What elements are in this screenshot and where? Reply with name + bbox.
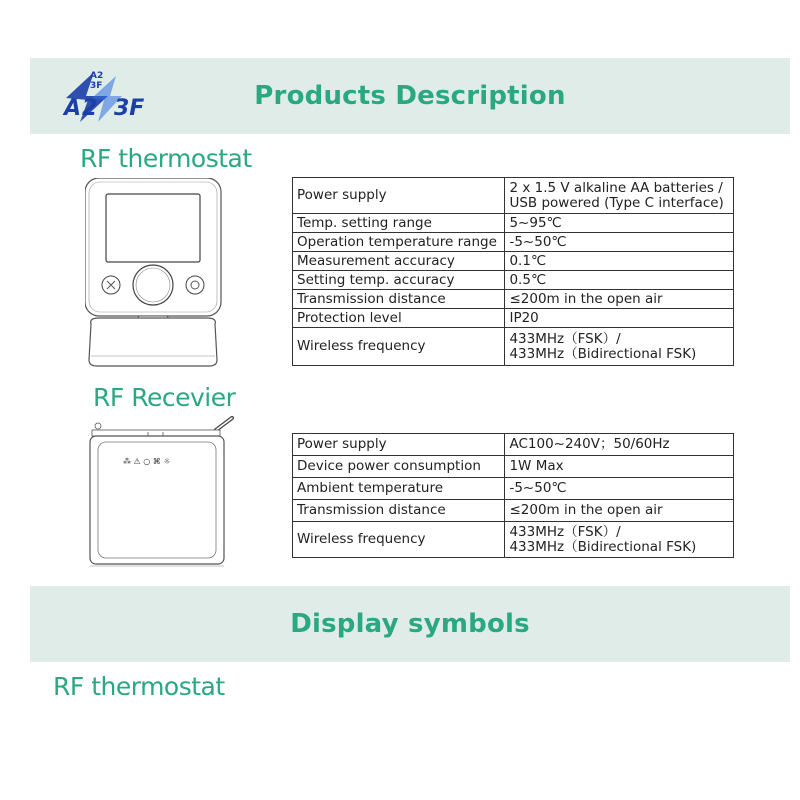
table-row xyxy=(293,271,734,290)
spec-value: 2 x 1.5 V alkaline AA batteries / USB powered (Type C interface) xyxy=(505,178,734,214)
table-row xyxy=(293,522,734,558)
spec-value: 433MHz（FSK）/ 433MHz（Bidirectional FSK) xyxy=(505,522,734,558)
logo-small-top: A2 xyxy=(90,71,104,81)
table-row xyxy=(293,456,734,478)
table-row xyxy=(293,434,734,456)
table-row xyxy=(293,178,734,214)
thermostat-device-image xyxy=(85,178,225,368)
svg-text:⁂ ⚠ ○ ⌘ ☼: ⁂ ⚠ ○ ⌘ ☼ xyxy=(123,457,171,466)
spec-value: -5~50℃ xyxy=(505,233,734,252)
page-title: Products Description xyxy=(254,81,566,111)
spec-value: ≤200m in the open air xyxy=(505,290,734,309)
spec-key: Wireless frequency xyxy=(293,328,505,366)
spec-key: Transmission distance xyxy=(293,290,505,309)
brand-logo xyxy=(62,68,152,124)
spec-key: Wireless frequency xyxy=(293,522,505,558)
spec-value: ≤200m in the open air xyxy=(505,500,734,522)
logo-text-right: 3F xyxy=(114,96,145,121)
spec-key: Temp. setting range xyxy=(293,214,505,233)
spec-key: Power supply xyxy=(293,178,505,214)
spec-key: Transmission distance xyxy=(293,500,505,522)
table-row xyxy=(293,478,734,500)
logo-text-left: A2 xyxy=(64,96,99,121)
spec-key: Ambient temperature xyxy=(293,478,505,500)
spec-key: Measurement accuracy xyxy=(293,252,505,271)
display-symbols-title: Display symbols xyxy=(290,609,530,639)
spec-key: Device power consumption xyxy=(293,456,505,478)
spec-value: IP20 xyxy=(505,309,734,328)
display-symbols-band xyxy=(30,586,790,662)
spec-value: 0.1℃ xyxy=(505,252,734,271)
table-row xyxy=(293,252,734,271)
spec-value: -5~50℃ xyxy=(505,478,734,500)
logo-small-bottom: 3F xyxy=(90,81,103,91)
table-row xyxy=(293,214,734,233)
table-row xyxy=(293,233,734,252)
table-row xyxy=(293,328,734,366)
spec-value: 433MHz（FSK）/ 433MHz（Bidirectional FSK) xyxy=(505,328,734,366)
spec-key: Setting temp. accuracy xyxy=(293,271,505,290)
display-thermostat-label: RF thermostat xyxy=(53,672,225,701)
receiver-device-image xyxy=(88,416,238,576)
thermostat-spec-table xyxy=(292,177,734,366)
table-row xyxy=(293,309,734,328)
spec-value: 0.5℃ xyxy=(505,271,734,290)
spec-key: Protection level xyxy=(293,309,505,328)
spec-key: Operation temperature range xyxy=(293,233,505,252)
receiver-spec-table xyxy=(292,433,734,558)
spec-value: 5~95℃ xyxy=(505,214,734,233)
table-row xyxy=(293,290,734,309)
table-row xyxy=(293,500,734,522)
spec-key: Power supply xyxy=(293,434,505,456)
receiver-section-label: RF Recevier xyxy=(93,383,236,412)
thermostat-section-label: RF thermostat xyxy=(80,144,252,173)
spec-value: 1W Max xyxy=(505,456,734,478)
spec-value: AC100~240V；50/60Hz xyxy=(505,434,734,456)
